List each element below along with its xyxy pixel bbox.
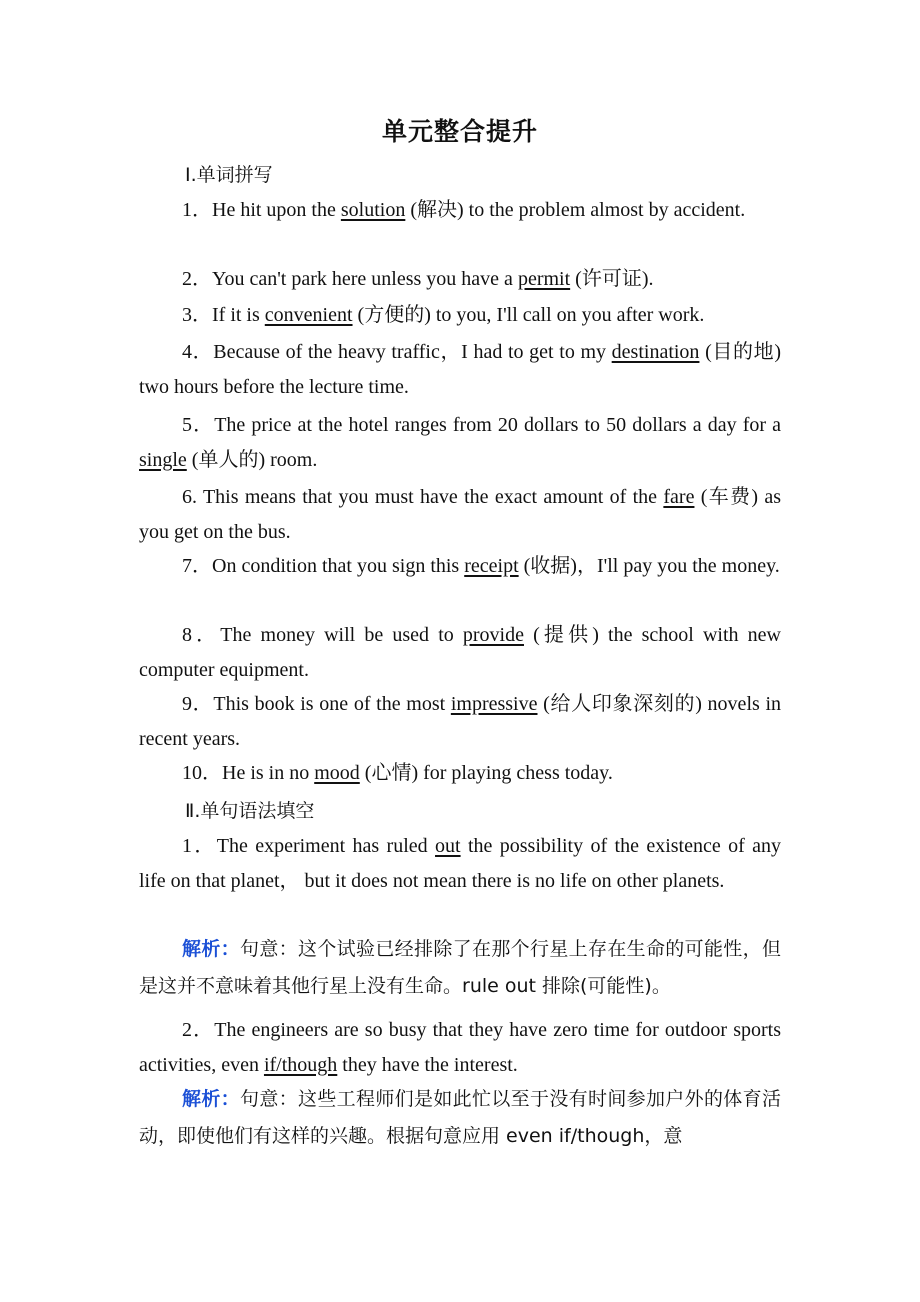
answer: convenient xyxy=(264,304,353,326)
answer: mood xyxy=(314,762,360,784)
section-heading-spelling: Ⅰ.单词拼写 xyxy=(185,164,273,186)
section-heading-grammar: Ⅱ.单句语法填空 xyxy=(185,800,315,822)
list-item: 5．The price at the hotel ranges from 20 dollars to 50 dollars a day for a single (单人的) room. xyxy=(139,414,781,471)
answer: fare xyxy=(663,486,695,508)
list-item: 2．The engineers are so busy that they have zero time for outdoor sports activities, even if/though they have the interest. xyxy=(139,1019,781,1076)
explanation-label: 解析： xyxy=(182,1088,240,1110)
explanation-label: 解析： xyxy=(182,938,240,960)
page-title: 单元整合提升 xyxy=(381,117,538,146)
answer: out xyxy=(435,835,461,857)
list-item: 6. This means that you must have the exact amount of the fare (车费) as you get on the bus. xyxy=(139,486,781,543)
answer: if/though xyxy=(263,1053,338,1076)
list-item: 1．He hit upon the solution (解决) to the problem almost by accident. xyxy=(182,199,746,221)
list-item: 7．On condition that you sign this receipt (收据)，I'll pay you the money. xyxy=(182,555,780,577)
list-item: 3．If it is convenient (方便的) to you, I'll call on you after work. xyxy=(182,304,705,326)
list-item: 2．You can't park here unless you have a permit (许可证). xyxy=(182,268,654,290)
answer: receipt xyxy=(464,555,519,577)
list-item: 9．This book is one of the most impressive (给人印象深刻的) novels in recent years. xyxy=(139,693,782,750)
answer: destination xyxy=(611,341,700,363)
list-item: 10．He is in no mood (心情) for playing chess today. xyxy=(182,762,613,784)
list-item: 1．The experiment has ruled out the possibility of the existence of any life on that planet， but it does not mean there is no life on other planets. xyxy=(139,835,781,892)
explanation: 解析：句意：这个试验已经排除了在那个行星上存在生命的可能性，但是这并不意味着其他行星上没有生命。rule out 排除(可能性)。 xyxy=(139,938,781,997)
answer: impressive xyxy=(450,693,538,715)
answer: permit xyxy=(517,268,571,290)
list-item: 8．The money will be used to provide (提供) the school with new computer equipment. xyxy=(139,624,781,681)
explanation: 解析：句意：这些工程师们是如此忙以至于没有时间参加户外的体育活动，即使他们有这样的兴趣。根据句意应用 even if/though，意 xyxy=(139,1088,781,1147)
answer: solution xyxy=(340,199,406,221)
answer: provide xyxy=(462,624,524,646)
list-item: 4．Because of the heavy traffic，I had to get to my destination (目的地) two hours before the lecture time. xyxy=(139,341,781,398)
answer: single xyxy=(139,448,187,471)
